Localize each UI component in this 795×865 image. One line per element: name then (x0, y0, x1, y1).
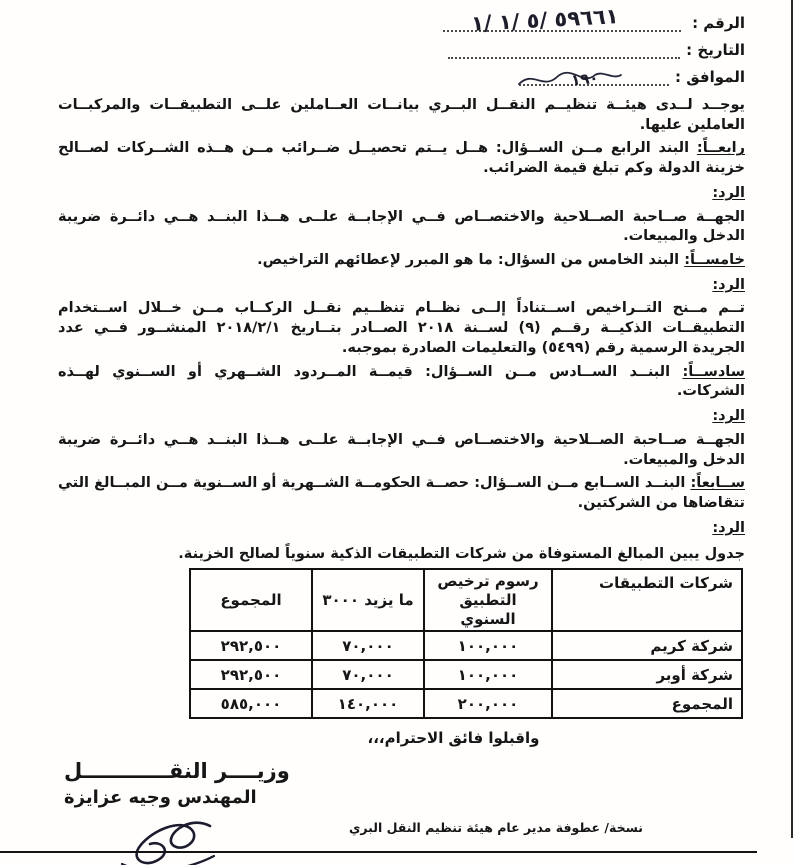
amount-cell: ١٠٠,٠٠٠ (424, 631, 552, 660)
body-paragraphs (58, 96, 745, 538)
paragraph (58, 139, 745, 178)
amount-cell: ٢٠٠,٠٠٠ (424, 689, 552, 718)
corresponding-date-dotted-line (519, 68, 669, 90)
section-label: ســابعاً: (690, 475, 745, 492)
ref-number-label: الرقم : (692, 14, 745, 32)
paragraph-text: البنــد الســادس مــن الســؤال: قيمــة المــردود الشــهري أو الســنوي لهــذه الشركات. (58, 363, 745, 400)
column-header: ما يزيد ٣٠٠٠ (312, 569, 424, 631)
signature-block (58, 759, 745, 865)
fees-table (189, 568, 743, 719)
paragraph-text: يوجــد لــدى هيئــة تنظيــم النقــل البــري بيانــات العــاملين علــى التطبيقــات والمركبــات العاملين عليها. (58, 97, 745, 133)
paragraph (58, 208, 745, 247)
paragraph (58, 474, 745, 513)
scan-right-edge-line (791, 0, 793, 838)
section-label: رابعــاً: (696, 140, 745, 157)
paragraph (58, 251, 745, 271)
fees-table-header-row (190, 569, 742, 631)
paragraph (58, 96, 745, 135)
paragraph-text: الجهــة صــاحبة الصــلاحية والاختصــاص فــي الإجابــة علــى هــذا البنــد هــي دائــرة ضريبة الدخل والمبيعات. (58, 208, 745, 245)
paragraph (58, 184, 745, 204)
paragraph-text: البند الخامس من السؤال: ما هو المبرر لإعطائهم التراخيص. (257, 252, 680, 269)
amount-cell: ٢٩٢,٥٠٠ (190, 660, 312, 689)
section-label: الرد: (712, 184, 745, 201)
amount-cell: ١٠٠,٠٠٠ (424, 660, 552, 689)
amount-cell: ١٤٠,٠٠٠ (312, 689, 424, 718)
table-row (190, 689, 742, 718)
paragraph (58, 276, 745, 296)
paragraph-text: البنــد الســابع مــن الســؤال: حصــة الحكومــة الشــهرية أو الســنوية مــن المبــالغ التي تتقاضاها من الشركتين. (58, 475, 745, 511)
corresponding-date-handwritten-value: ١٩٠ (570, 68, 600, 90)
paragraph (58, 407, 745, 427)
section-label: خامســاً: (684, 252, 745, 269)
fees-table-body (190, 631, 742, 718)
table-row (190, 660, 742, 689)
paragraph-text: تــم مــنح التــراخيص اســتناداً إلــى نظــام تنظــيم نقــل الركــاب مــن خــلال اســتخدام التطبيقــات الذكيــة رقــم (٩) لســنة ٢٠١٨ الصــادر بتــاريخ ٢٠١٨/٢/١ المنشــور فــي عدد الجريدة الرسمية رقم (٥٤٩٩) والتعليمات الصادرة بموجبه. (58, 300, 745, 356)
date-dotted-line (448, 42, 680, 59)
signature-scribble-icon (92, 812, 242, 865)
section-label: الرد: (712, 519, 745, 536)
minister-name: المهندس وجيه عزايزة (64, 787, 257, 809)
company-cell: شركة كريم (552, 631, 742, 660)
closing-salutation: واقبلوا فائق الاحترام،،، (367, 729, 540, 748)
date-row (58, 41, 745, 59)
paragraph-text: البند الرابع مــن الســؤال: هــل يــتم تحصيــل ضــرائب مــن هــذه الشــركات لصــالح خزينة الدولة وكم تبلغ قيمة الضرائب. (58, 140, 745, 177)
table-row (190, 631, 742, 660)
minister-title: وزيــــر النقــــــــــــل (64, 759, 290, 784)
column-header: رسوم ترخيص التطبيق السنوي (424, 569, 552, 631)
column-header: المجموع (190, 569, 312, 631)
handwriting-scribble-icon (513, 68, 625, 92)
ref-number-row (58, 4, 745, 36)
paragraph (58, 519, 745, 539)
table-caption: جدول يبين المبالغ المستوفاة من شركات التطبيقات الذكية سنوياً لصالح الخزينة. (178, 546, 745, 563)
paragraph (58, 299, 745, 358)
date-label: التاريخ : (686, 41, 745, 59)
column-header: شركات التطبيقات (552, 569, 742, 631)
amount-cell: ٧٠,٠٠٠ (312, 660, 424, 689)
corresponding-date-label: الموافق : (675, 68, 745, 86)
ref-number-dotted-line (443, 4, 681, 36)
letterhead-fields (58, 4, 745, 90)
paragraph (58, 363, 745, 402)
corresponding-date-row (58, 68, 745, 90)
company-cell: شركة أوبر (552, 660, 742, 689)
paragraph (58, 431, 745, 470)
copy-distribution-note: نسخة/ عطوفة مدير عام هيئة تنظيم النقل البري (348, 820, 643, 835)
ref-number-handwritten-value: ٥٩٦٦١ /٥ /١ /١ (470, 4, 620, 36)
amount-cell: ٢٩٢,٥٠٠ (190, 631, 312, 660)
amount-cell: ٥٨٥,٠٠٠ (190, 689, 312, 718)
scan-bottom-line (0, 851, 757, 853)
company-cell: المجموع (552, 689, 742, 718)
amount-cell: ٧٠,٠٠٠ (312, 631, 424, 660)
section-label: الرد: (712, 408, 745, 425)
paragraph-text: الجهــة صــاحبة الصــلاحية والاختصــاص فــي الإجابــة علــى هــذا البنــد هــي دائــرة ضريبة الدخل والمبيعات. (58, 431, 745, 468)
section-label: الرد: (712, 276, 745, 293)
section-label: سادســاً: (682, 363, 745, 380)
